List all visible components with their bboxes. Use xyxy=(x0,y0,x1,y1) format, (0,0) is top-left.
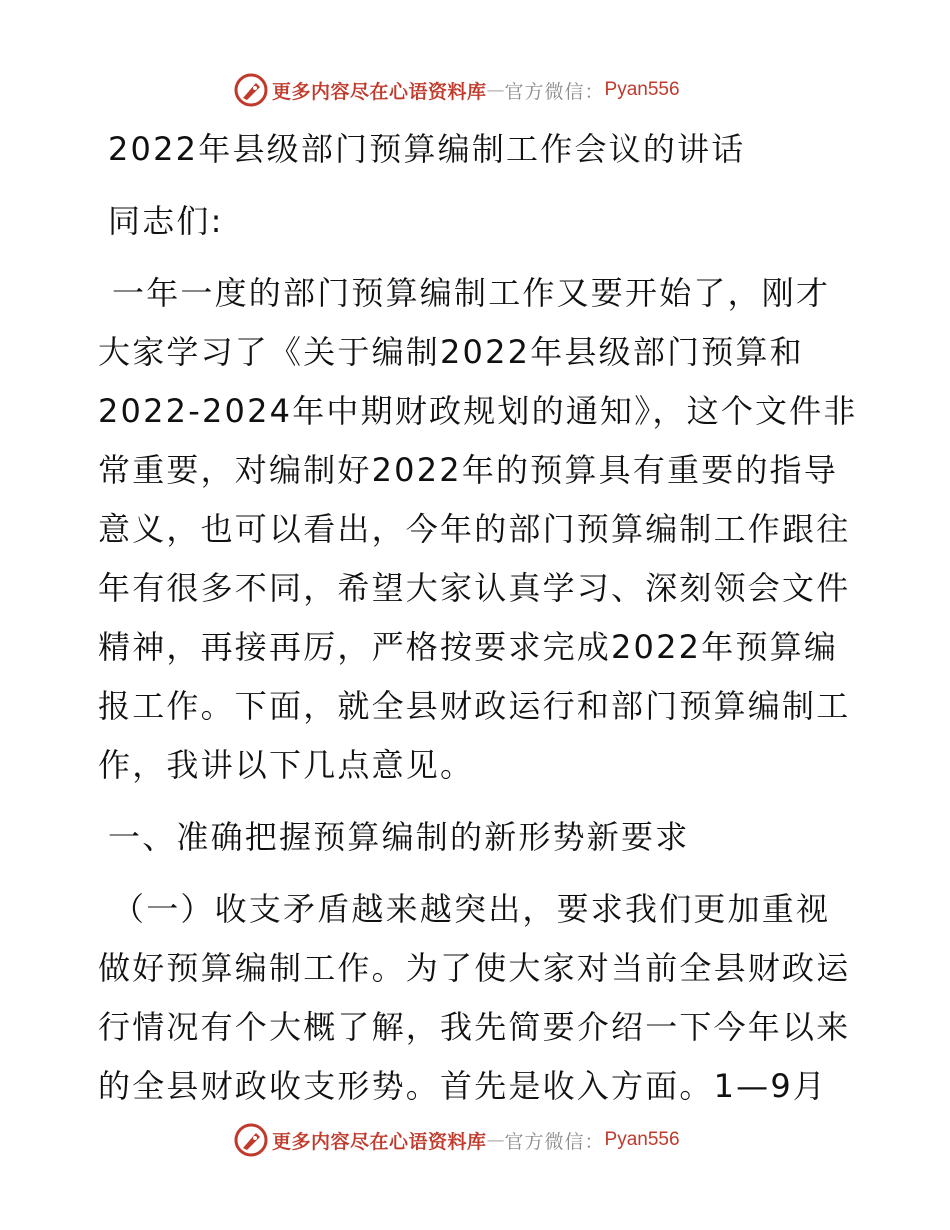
section-heading: 一、准确把握预算编制的新形势新要求 xyxy=(108,818,690,856)
header-watermark xyxy=(234,72,680,108)
watermark-wechat-id: Pyan556 xyxy=(604,79,680,100)
watermark-text: 更多内容尽在心语资料库 xyxy=(272,80,487,103)
pen-nib-icon xyxy=(234,73,268,107)
document-body xyxy=(98,120,858,1116)
watermark-text: 更多内容尽在心语资料库 xyxy=(272,1130,487,1153)
watermark-separator: — xyxy=(486,1129,505,1151)
footer-watermark xyxy=(234,1122,680,1158)
pen-nib-icon xyxy=(234,1123,268,1157)
greeting: 同志们: xyxy=(108,202,224,240)
watermark-wechat-label: 官方微信： xyxy=(504,1130,605,1153)
watermark-wechat-label: 官方微信： xyxy=(504,80,605,103)
document-title: 2022年县级部门预算编制工作会议的讲话 xyxy=(108,130,746,168)
paragraph: 一年一度的部门预算编制工作又要开始了，刚才大家学习了《关于编制2022年县级部门预算和2022-2024年中期财政规划的通知》，这个文件非常重要，对编制好2022年的预算具有重要的指导意义，也可以看出，今年的部门预算编制工作跟往年有很多不同，希望大家认真学习、深刻领会文件精神，再接再厉，严格按要求完成2022年预算编报工作。下面，就全县财政运行和部门预算编制工作，我讲以下几点意见。 xyxy=(98,274,858,784)
watermark-wechat-id: Pyan556 xyxy=(604,1129,680,1150)
watermark-separator: — xyxy=(486,79,505,101)
paragraph: （一）收支矛盾越来越突出，要求我们更加重视做好预算编制工作。为了使大家对当前全县财政运行情况有个大概了解，我先简要介绍一下今年以来的全县财政收支形势。首先是收入方面。1—9月 xyxy=(98,890,851,1105)
